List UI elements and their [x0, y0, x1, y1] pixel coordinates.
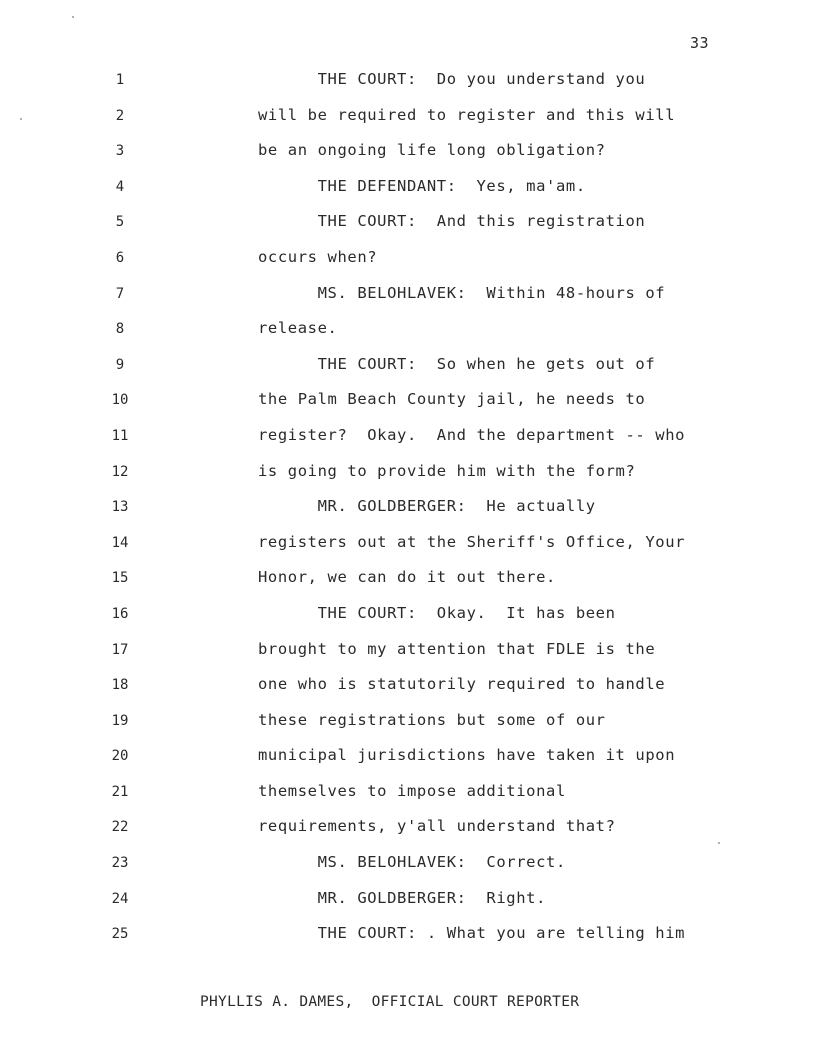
transcript-line: MR. GOLDBERGER: Right.: [258, 888, 547, 907]
transcript-line: municipal jurisdictions have taken it upon: [258, 746, 676, 765]
transcript-line: THE COURT: Okay. It has been: [258, 603, 616, 622]
line-number: 6: [115, 249, 125, 266]
line-number: 22: [111, 819, 129, 836]
transcript-line: is going to provide him with the form?: [258, 461, 636, 480]
line-number: 15: [111, 570, 129, 587]
transcript-line: occurs when?: [258, 247, 378, 266]
transcript-line: brought to my attention that FDLE is the: [258, 639, 656, 658]
transcript-line: THE COURT: Do you understand you: [258, 70, 646, 88]
transcript-line: register? Okay. And the department -- who: [258, 425, 686, 444]
line-number: 9: [115, 356, 125, 373]
transcript-line: MR. GOLDBERGER: He actually: [258, 497, 596, 516]
line-number: 8: [115, 321, 125, 338]
line-number: 25: [111, 926, 129, 943]
court-reporter-footer: PHYLLIS A. DAMES, OFFICIAL COURT REPORTER: [200, 994, 580, 1010]
line-number-column: [100, 70, 140, 960]
transcript-line: THE COURT: And this registration: [258, 212, 646, 231]
transcript-line: MS. BELOHLAVEK: Correct.: [258, 853, 566, 872]
line-number: 1: [115, 72, 125, 88]
line-number: 14: [111, 534, 129, 551]
line-number: 4: [115, 178, 125, 195]
line-number: 18: [111, 677, 129, 694]
line-number: 16: [111, 605, 129, 622]
line-number: 5: [115, 214, 125, 231]
line-number: 10: [111, 392, 129, 409]
line-number: 7: [115, 285, 125, 302]
line-number: 24: [111, 890, 129, 907]
line-number: 17: [111, 641, 129, 658]
line-number: 3: [115, 143, 125, 160]
transcript-line: one who is statutorily required to handle: [258, 675, 666, 694]
transcript-body: [258, 68, 728, 958]
line-number: 19: [111, 712, 129, 729]
line-number: 21: [111, 783, 129, 800]
transcript-line: registers out at the Sheriff's Office, Your: [258, 532, 686, 551]
transcript-line: will be required to register and this will: [258, 105, 676, 124]
line-number: 11: [111, 427, 129, 444]
scan-speck: [20, 118, 22, 120]
scan-speck: [72, 16, 74, 18]
transcript-line: THE COURT: . What you are telling him: [258, 924, 686, 943]
transcript-line: THE COURT: So when he gets out of: [258, 354, 656, 373]
transcript-line: THE DEFENDANT: Yes, ma'am.: [258, 176, 586, 195]
scan-speck: [718, 842, 720, 844]
transcript-line: release.: [258, 319, 338, 338]
transcript-line: the Palm Beach County jail, he needs to: [258, 390, 646, 409]
transcript-line: be an ongoing life long obligation?: [258, 141, 606, 160]
line-number: 20: [111, 748, 129, 765]
line-number: 13: [111, 499, 129, 516]
line-number: 2: [115, 107, 125, 124]
page-number: 33: [690, 34, 710, 52]
line-number: 23: [111, 855, 129, 872]
transcript-line: Honor, we can do it out there.: [258, 568, 556, 587]
line-number: 12: [111, 463, 129, 480]
transcript-line: themselves to impose additional: [258, 781, 566, 800]
transcript-line: these registrations but some of our: [258, 710, 606, 729]
transcript-line: MS. BELOHLAVEK: Within 48-hours of: [258, 283, 666, 302]
transcript-line: requirements, y'all understand that?: [258, 817, 616, 836]
